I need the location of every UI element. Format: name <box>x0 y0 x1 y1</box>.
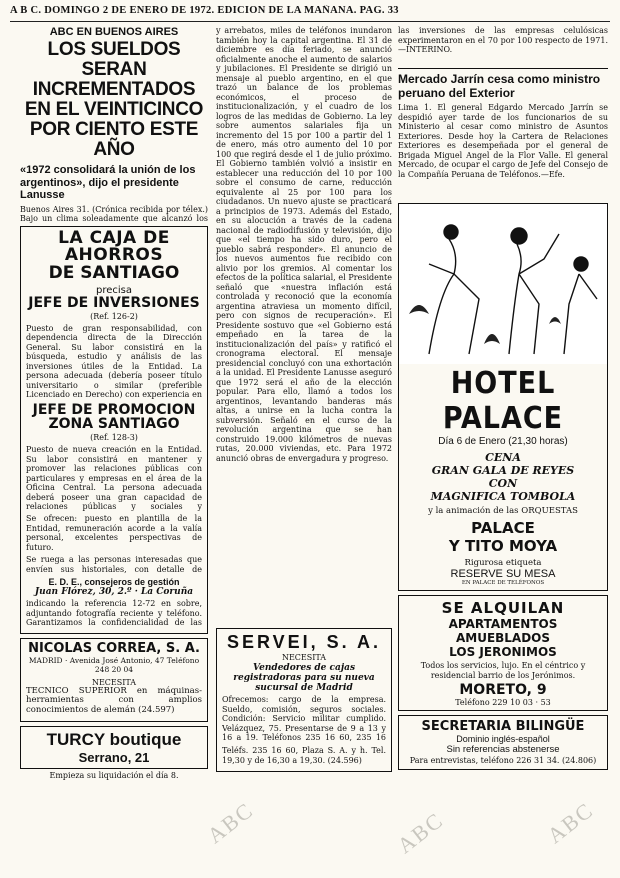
job-desc-1: Puesto de gran responsabilidad, con dependencia directa de la Dirección General. Su labor consistirá en la búsqueda, estudio y análisis de las inversiones útiles de la Entidad. La persona adecuada (debería poseer título universitario o similar (preferible Licenciado en Derecho) con experiencia en <box>26 323 202 400</box>
turcy-ad <box>20 726 208 769</box>
divider <box>398 68 608 69</box>
ad-precisa: precisa <box>95 285 132 297</box>
hotel-reserve: RESERVE SU MESA <box>450 568 556 580</box>
job-desc-2: Puesto de nueva creación en la Entidad. Su labor consistirá en mantener y promover las relaciones públicas con particulares y empresas en el área de la Oficina Central. La persona adecuada deberá poseer una gran capacidad de relaciones públicas y sociales y <box>26 445 202 512</box>
page-header: A B C. DOMINGO 2 DE ENERO DE 1972. EDICION DE LA MAÑANA. PAG. 33 <box>10 5 610 22</box>
column-3 <box>398 26 608 770</box>
ad-title-1: LA CAJA DE AHORROS <box>58 227 170 266</box>
servei-title: SERVEI, S. A. <box>226 632 382 652</box>
contact-address: Juan Flórez, 30, 2.º · La Coruña <box>34 587 194 598</box>
contact-name: E. D. E., consejeros de gestión <box>48 577 180 588</box>
apt-line-1: SE ALQUILAN <box>441 599 565 617</box>
sec-sub-2: Sin referencias abstenerse <box>446 744 560 755</box>
hotel-palace-ad <box>398 203 608 591</box>
dancers-illustration <box>399 204 605 364</box>
article-top: las inversiones de las empresas celulósicas experimentaron en el 70 por 100 respecto de 1971.—INTERINO. <box>398 26 608 54</box>
nc-address: MADRID · Avenida José Antonio, 47 Teléfono 248 20 04 <box>28 655 200 675</box>
abc-watermark: ABC <box>392 806 449 859</box>
servei-body: Ofrecemos: cargo de la empresa. Sueldo, comisión, seguros sociales. Condición: Servicio militar cumplido. Velázquez, 75. Presentarse de 9 a 13 y 16 a 19. Teléfonos 235 16 60, 235 16 <box>222 695 386 742</box>
apt-address: MORETO, 9 <box>459 682 547 698</box>
apt-phone: Teléfono 229 10 03 · 53 <box>455 698 551 707</box>
hotel-illustration <box>399 204 607 364</box>
article-kicker: ABC EN BUENOS AIRES <box>49 26 179 38</box>
article-body-2: Lima 1. El general Edgardo Mercado Jarrín se despidió ayer tarde de los funcionarios de su Ministerio al cesar como ministro de Asuntos Exteriores. Desde hoy la Cartera de Relaciones Exteriores es desempeñada por el general de Brigada Miguel Angel de la Flor Valle. El general Mercado, de ocupar el cargo de Jefe del Consejo de la Compañía Peruana de Teléfonos.—Efe. <box>398 103 608 179</box>
nc-body: TECNICO SUPERIOR en máquinas-herramientas con amplios conocimientos de alemán (24.597) <box>26 685 202 715</box>
job-title-2b: ZONA SANTIAGO <box>48 416 180 433</box>
article-headline-2: Mercado Jarrín cesa como ministro peruano del Exterior <box>398 72 601 100</box>
hotel-name: HOTEL PALACE <box>442 366 564 436</box>
apartments-ad <box>398 595 608 711</box>
turcy-note: Empieza su liquidación el día 8. <box>49 771 179 781</box>
hotel-event-4: MAGNIFICA TOMBOLA <box>430 490 576 503</box>
column-1 <box>20 26 208 784</box>
nicolas-correa-ad <box>20 638 208 722</box>
hotel-attire: Rigurosa etiqueta <box>464 558 542 568</box>
abc-watermark: ABC <box>202 796 259 849</box>
hotel-band-2: Y TITO MOYA <box>448 537 558 555</box>
ref-2: (Ref. 128-3) <box>90 433 138 443</box>
hotel-event-2: GRAN GALA DE REYES <box>431 464 575 477</box>
article-body: Buenos Aires 31. (Crónica recibida por télex.) Bajo un clima soleadamente que alcanzó los <box>20 204 208 223</box>
sec-sub: Dominio inglés-español <box>456 734 550 744</box>
secretaria-ad <box>398 715 608 770</box>
hotel-event-1: CENA <box>485 451 521 464</box>
article-continued: y arrebatos, miles de teléfonos inundaron también hoy la capital argentina. El 31 de diciembre es día feriado, se anunció oficialmente anoche el aumento de salarios y jubilaciones. El Presidente se dirigió un mensaje al pueblo argentino, en el que trazó un balance de los problemas económicos, el proceso de institucionalización, y el cuadro de los logros de las medidas de Gobierno. La ley sobre aumentos salariales fija un incremento del 15 por 100 a partir del 1 de enero, más otro aumento del 10 por 100 que regirá desde el 1 de julio próximo. El Gobierno también volvió a insistir en establecer una reducción del 10 por 100 sobre el consumo de carne, reducción equivalente al 25 por 100 para los ciudadanos. Un nuevo ajuste se practicará a principios de 1973. Además del Estado, en su alocución a través de la cadena nacional de radiodifusión y televisión, dijo que «el tiempo ha sido duro, pero el pueblo sabrá responder». El anuncio de los nuevos aumentos fue recibido con alivio por los gremios. Al comentar los efectos de la política salarial, el Presidente señaló que «nuestra inflación está controlada y reconoció que la economía argentina atraviesa un momento difícil, pero con signos de recuperación». El Presidente sostuvo que «el Gobierno está empeñado en la tarea de la institucionalización del país» y ratificó el cronograma electoral. El mensaje presidencial concluyó con una exhortación a la unidad. El Presidente Lanusse aseguró que 1972 será el año de la elección popular. Para ello, llamó a todos los argentinos, levantando banderas más altas, a unirse en la lucha contra la subversión. Señaló en el curso de la revolución argentina que se han construido 19.000 kilómetros de nuevas rutas, 20.000 viviendas, etc. Para 1972 anunció obras de envergadura y progreso. <box>216 26 392 463</box>
contact-note: indicando la referencia 12-72 en sobre, adjuntando fotografía reciente y teléfono. Garantizamos la confidencialidad de las <box>26 599 202 628</box>
column-2 <box>216 26 392 772</box>
job-title-2: JEFE DE PROMOCION <box>32 401 196 418</box>
nc-necesita: NECESITA <box>91 677 137 687</box>
hotel-event-3: CON <box>488 477 518 490</box>
hotel-band-1: PALACE <box>471 519 535 537</box>
hotel-date: Día 6 de Enero (21,30 horas) <box>438 436 568 447</box>
ref-1: (Ref. 126-2) <box>90 311 138 321</box>
servei-ad <box>216 628 392 772</box>
sec-title: SECRETARIA BILINGÜE <box>421 719 585 734</box>
abc-watermark: ABC <box>542 796 599 849</box>
sec-body: Para entrevistas, teléfono 226 31 34. (24.806) <box>409 756 597 765</box>
article-headline: LOS SUELDOS SERAN INCREMENTADOS EN EL VEINTICINCO POR CIENTO ESTE AÑO <box>24 39 204 160</box>
job-title-1: JEFE DE INVERSIONES <box>28 295 200 312</box>
article-lead: «1972 consolidará la unión de los argentinos», dijo el presidente Lanusse <box>20 164 196 201</box>
apply-text: Se ruega a las personas interesadas que envíen sus historiales, con detalle de <box>26 555 202 574</box>
apt-body: Todos los servicios, lujo. En el céntrico y residencial barrio de los Jerónimos. <box>420 661 586 680</box>
caja-ahorros-ad <box>20 226 208 635</box>
apt-line-3: LOS JERONIMOS <box>449 645 557 659</box>
nc-title: NICOLAS CORREA, S. A. <box>28 641 200 657</box>
servei-necesita: NECESITA <box>281 653 327 662</box>
ad-title-2: DE SANTIAGO <box>48 263 180 284</box>
turcy-title: TURCY boutique <box>46 730 182 750</box>
apt-line-2: APARTAMENTOS AMUEBLADOS <box>448 617 558 645</box>
offer-text: Se ofrecen: puesto en plantilla de la Entidad, remuneración acorde a la valía personal, excelentes perspectivas de futuro. <box>26 514 202 552</box>
hotel-footer: EN PALACE DE TELÉFONOS <box>461 580 545 586</box>
hotel-music: y la animación de las ORQUESTAS <box>428 506 578 516</box>
servei-footer: Teléfs. 235 16 60, Plaza S. A. y h. Tel. 19,30 y de 16,30 a 19,30. (24.596) <box>222 746 386 765</box>
turcy-address: Serrano, 21 <box>78 750 150 766</box>
servei-job: Vendedores de cajas registradoras para su nueva sucursal de Madrid <box>233 663 375 693</box>
